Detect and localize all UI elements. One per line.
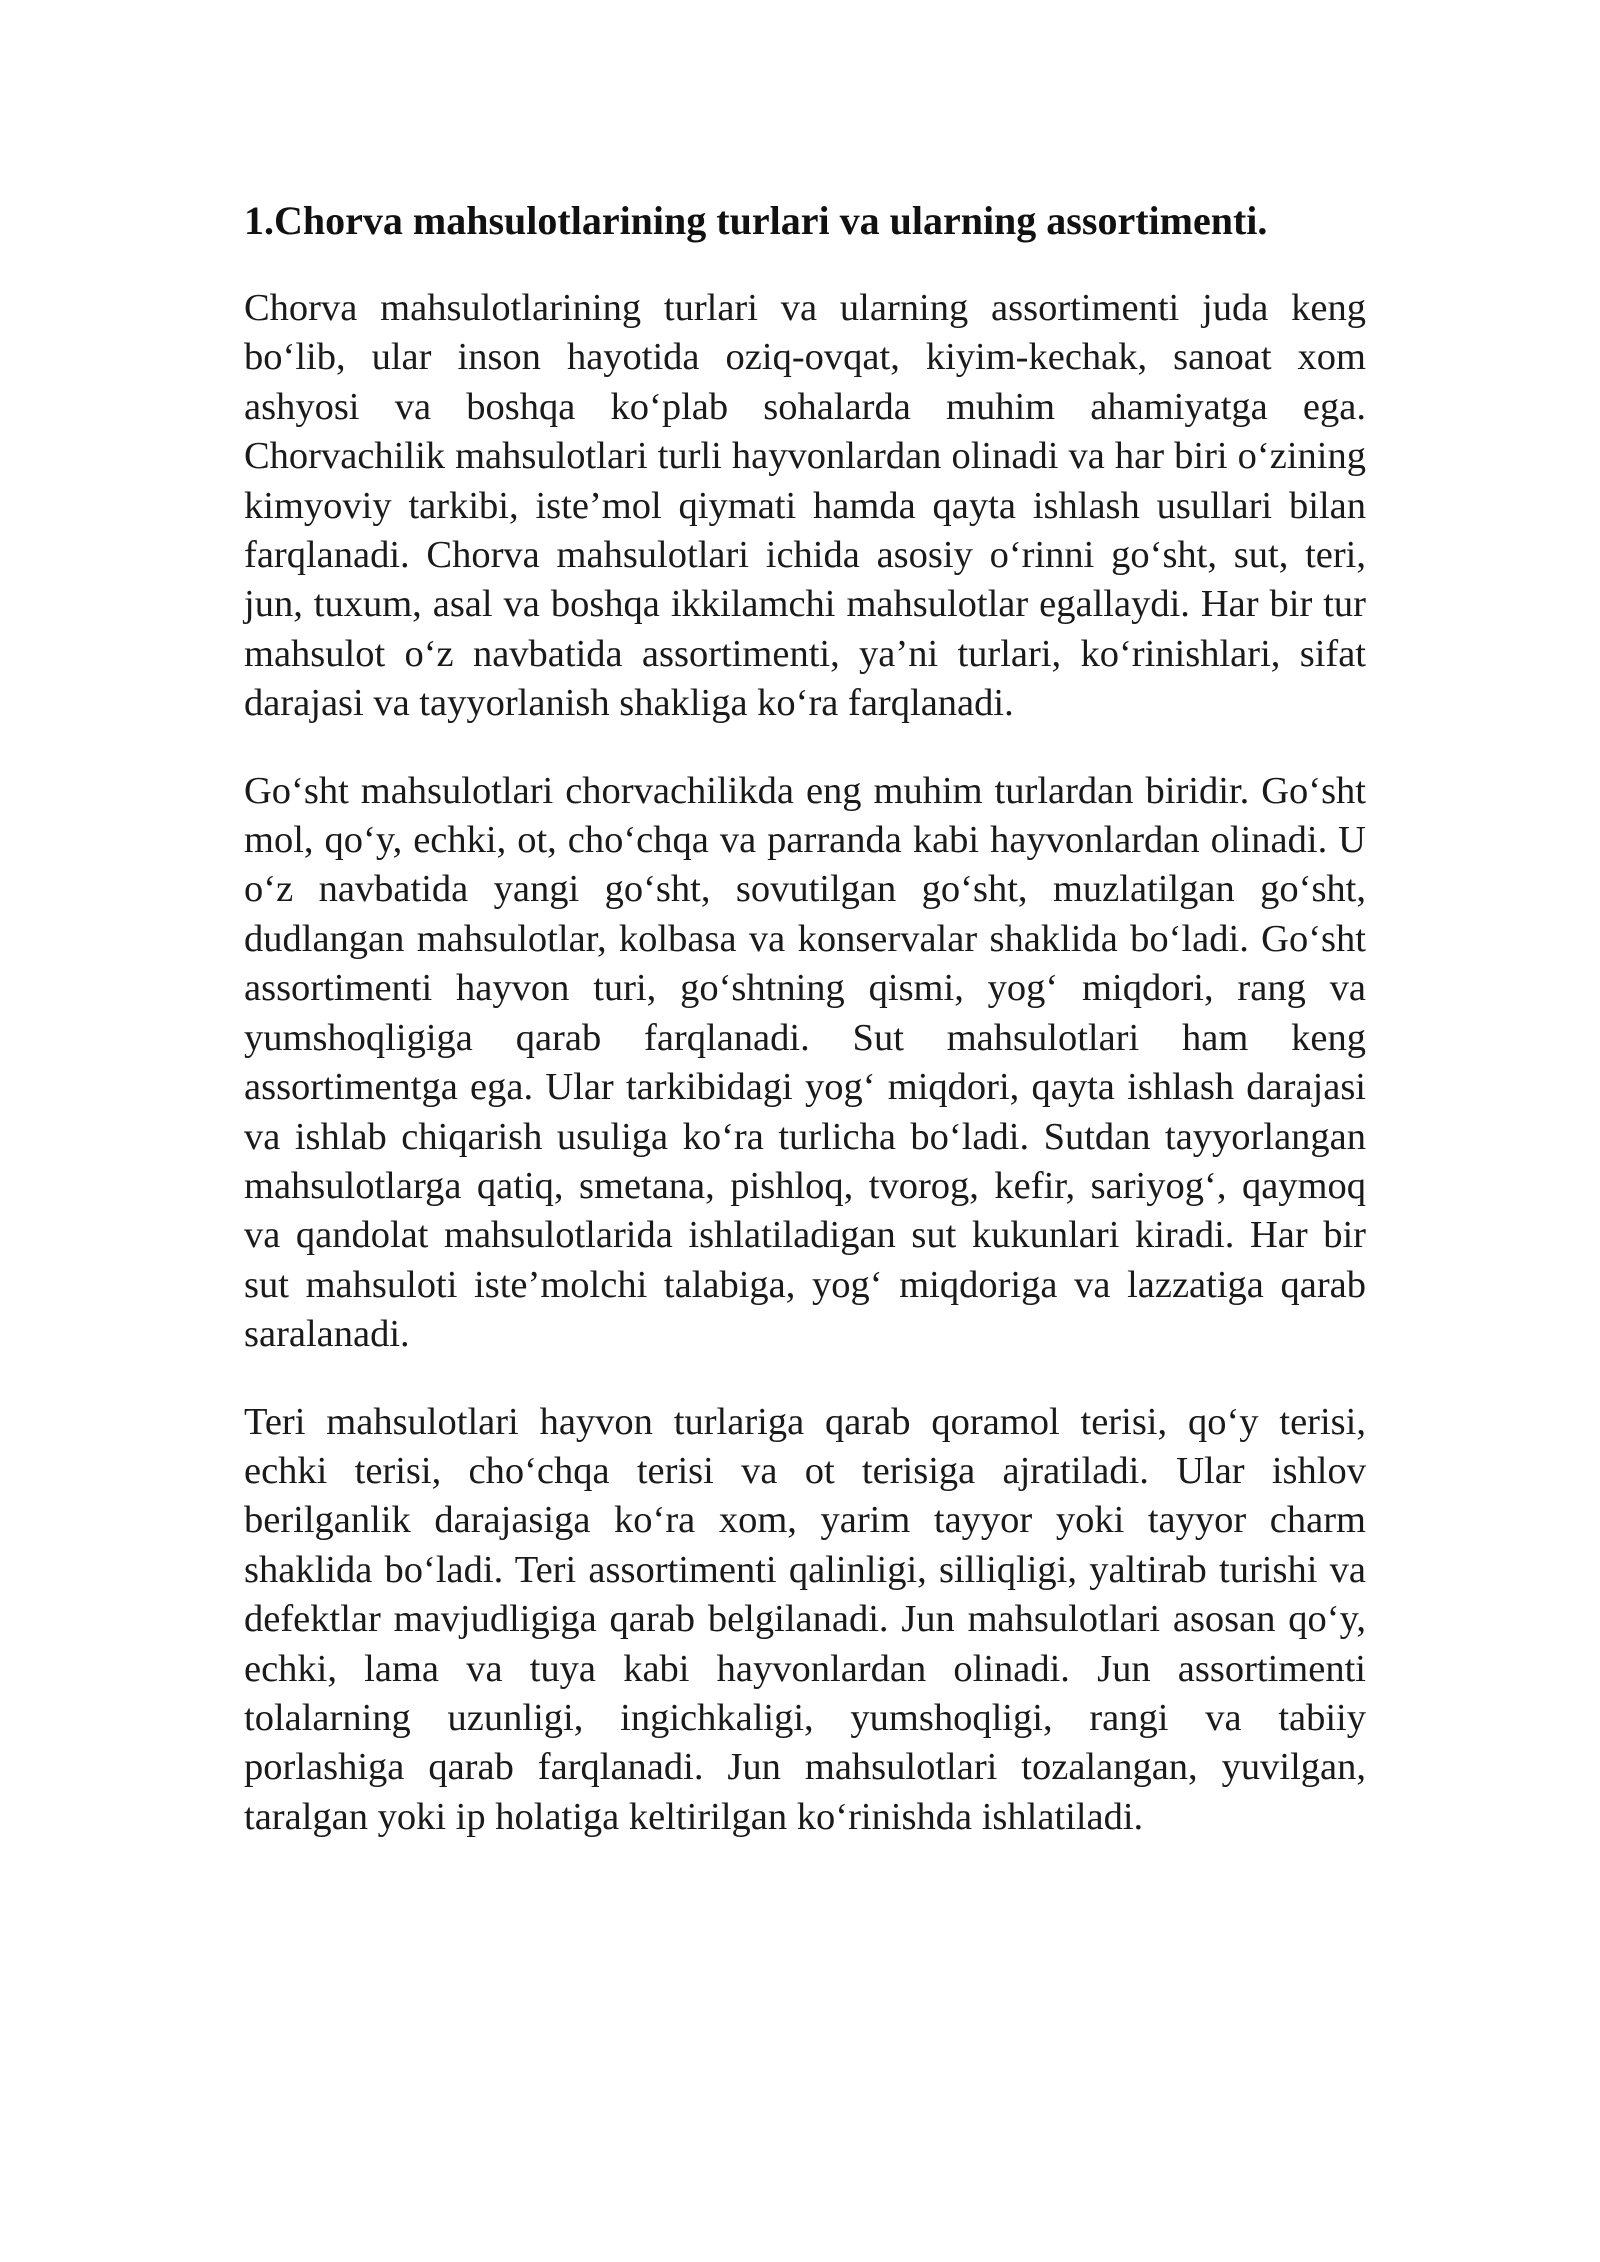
- section-heading: 1.Chorva mahsulotlarining turlari va ularning assortimenti.: [244, 198, 1268, 243]
- paragraph-leather-wool: Teri mahsulotlari hayvon turlariga qarab qoramol terisi, qo‘y terisi, echki terisi, cho‘chqa terisi va ot terisiga ajratiladi. Ular ishlov berilganlik darajasiga ko‘ra xom, yarim tayyor yoki tayyor charm shaklida bo‘ladi. Teri assortimenti qalinligi, silliqligi, yaltirab turishi va defektlar mavjudligiga qarab belgilanadi. Jun mahsulotlari asosan qo‘y, echki, lama va tuya kabi hayvonlardan olinadi. Jun assortimenti tolalarning uzunligi, ingichkaligi, yumshoqligi, rangi va tabiiy porlashiga qarab farqlanadi. Jun mahsulotlari tozalangan, yuvilgan, taralgan yoki ip holatiga keltirilgan ko‘rinishda ishlatiladi.: [244, 1400, 1366, 1838]
- paragraph-overview: Chorva mahsulotlarining turlari va ularning assortimenti juda keng bo‘lib, ular inson hayotida oziq-ovqat, kiyim-kechak, sanoat xom ashyosi va boshqa ko‘plab sohalarda muhim ahamiyatga ega. Chorvachilik mahsulotlari turli hayvonlardan olinadi va har biri o‘zining kimyoviy tarkibi, iste’mol qiymati hamda qayta ishlash usullari bilan farqlanadi. Chorva mahsulotlari ichida asosiy o‘rinni go‘sht, sut, teri, jun, tuxum, asal va boshqa ikkilamchi mahsulotlar egallaydi. Har bir tur mahsulot o‘z navbatida assortimenti, ya’ni turlari, ko‘rinishlari, sifat darajasi va tayyorlanish shakliga ko‘ra farqlanadi.: [244, 287, 1366, 725]
- document-body: [244, 196, 1366, 1880]
- paragraph-meat-dairy: Go‘sht mahsulotlari chorvachilikda eng muhim turlardan biridir. Go‘sht mol, qo‘y, echki, ot, cho‘chqa va parranda kabi hayvonlardan olinadi. U o‘z navbatida yangi go‘sht, sovutilgan go‘sht, muzlatilgan go‘sht, dudlangan mahsulotlar, kolbasa va konservalar shaklida bo‘ladi. Go‘sht assortimenti hayvon turi, go‘shtning qismi, yog‘ miqdori, rang va yumshoqligiga qarab farqlanadi. Sut mahsulotlari ham keng assortimentga ega. Ular tarkibidagi yog‘ miqdori, qayta ishlash darajasi va ishlab chiqarish usuliga ko‘ra turlicha bo‘ladi. Sutdan tayyorlangan mahsulotlarga qatiq, smetana, pishloq, tvorog, kefir, sariyog‘, qaymoq va qandolat mahsulotlarida ishlatiladigan sut kukunlari kiradi. Har bir sut mahsuloti iste’molchi talabiga, yog‘ miqdoriga va lazzatiga qarab saralanadi.: [244, 769, 1366, 1356]
